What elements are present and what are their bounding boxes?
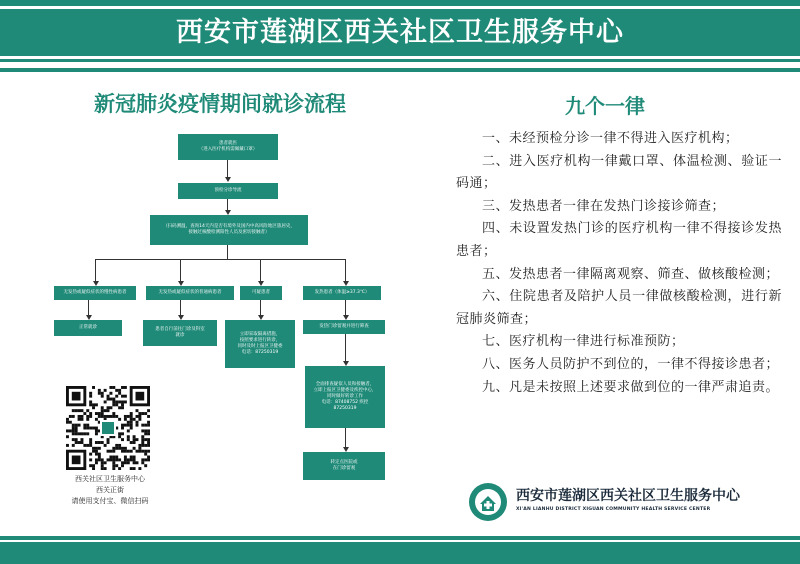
flow-connector xyxy=(345,259,346,282)
qr-caption-line: 请使用支付宝、微信扫码 xyxy=(71,497,149,505)
health-center-logo-icon xyxy=(468,482,508,522)
flow-connector xyxy=(180,300,181,316)
rule-item: 一、未经预检分诊一律不得进入医疗机构； xyxy=(482,131,739,146)
qr-caption xyxy=(40,474,180,507)
flow-node-b2: 无发热或疑似症状的普通病患者 xyxy=(146,286,234,300)
flow-node-b1: 无发热或疑似症状的慢性病患者 xyxy=(54,286,136,300)
rule-item: 三、发热患者一律在发热门诊接诊筛查； xyxy=(482,198,726,214)
flow-connector xyxy=(88,300,89,316)
header-stripe xyxy=(0,56,800,59)
rule-item: 七、医疗机构一律进行标准预防； xyxy=(482,334,685,350)
rule-item: 四、未设置发热门诊的医疗机构一律不得接诊发热患者； xyxy=(456,221,782,259)
center-name: 西安市莲湖区西关社区卫生服务中心 xyxy=(516,488,740,504)
rule-item: 六、住院患者及陪护人员一律做核酸检测，进行新冠肺炎筛查； xyxy=(456,289,782,327)
footer-stripe xyxy=(0,540,800,542)
rule-item: 五、发热患者一律隔离观察、筛查、做核酸检测； xyxy=(482,266,780,282)
flow-node-b2-next: 患者自行前往门诊及科室 就诊 xyxy=(143,320,217,346)
flow-connector xyxy=(260,300,261,316)
flow-connector xyxy=(345,300,346,316)
flow-connector xyxy=(227,160,228,178)
flow-connector xyxy=(227,245,228,259)
center-name-en: XI'AN LIANHU DISTRICT XIGUAN COMMUNITY HEALTH SERVICE CENTER xyxy=(516,507,711,512)
flow-node-check: （扫码测温，查询14天内是否有境外及国内中高风险地区旅居史， 接触过核酸检测阳性人员及密切接触者） xyxy=(150,215,308,245)
flow-node-b1-next: 正常就诊 xyxy=(54,320,122,336)
flow-connector xyxy=(180,259,181,282)
rules-title: 九个一律 xyxy=(565,94,645,118)
flow-connector xyxy=(345,334,346,362)
header-stripe xyxy=(0,6,800,9)
rule-item: 二、进入医疗机构一律戴口罩、体温检测、验证一码通； xyxy=(456,153,782,192)
qr-caption-line: 西关正街 xyxy=(96,486,124,494)
qr-code xyxy=(66,386,150,470)
flow-connector xyxy=(95,259,345,260)
flow-connector xyxy=(95,259,96,282)
page-title: 西安市莲湖区西关社区卫生服务中心 xyxy=(176,17,624,48)
flow-node-b4-next: 发热门诊留观并进行筛查 xyxy=(303,320,385,334)
flowchart-title: 新冠肺炎疫情期间就诊流程 xyxy=(94,92,346,116)
divider xyxy=(0,68,800,72)
flow-node-b4-next2: 全面排查疑似人员和接触者， 立即上报区卫健委及疾控中心， 同时做好转诊工作 电话：87408752 疾控 87250319 xyxy=(305,366,385,428)
flow-node-screening: 预检分诊导流 xyxy=(178,183,278,199)
flow-node-entry: 患者就医 （进入医疗机构需佩戴口罩） xyxy=(178,134,278,160)
rule-item: 九、凡是未按照上述要求做到位的一律严肃追责。 xyxy=(482,379,780,395)
flow-node-b3: 可疑患者 xyxy=(240,286,282,300)
rule-item: 八、医务人员防护不到位的，一律不得接诊患者； xyxy=(482,356,780,372)
flow-connector xyxy=(345,428,346,448)
qr-caption-line: 西关社区卫生服务中心 xyxy=(75,475,145,483)
flow-arrow xyxy=(225,177,231,182)
flow-node-b4-next3: 转定点医院或 在门诊留观 xyxy=(303,452,385,480)
flow-node-b3-next: 立即采取隔离措施， 按照要求进行转诊， 同时及时上报区卫健委 电话：87250319 xyxy=(225,320,295,368)
flow-connector xyxy=(260,259,261,282)
flow-node-b4: 发热患者（体温≥37.3℃） xyxy=(303,286,381,300)
rules-list xyxy=(456,128,782,399)
